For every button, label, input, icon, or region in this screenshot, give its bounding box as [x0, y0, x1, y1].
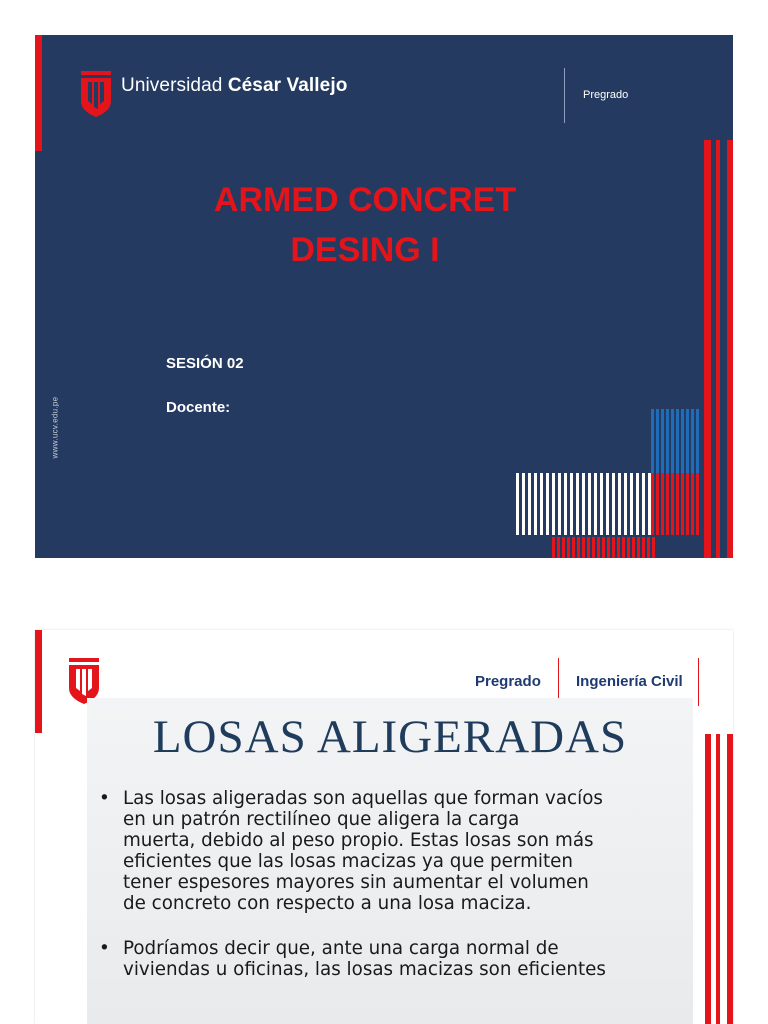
right-red-bar [727, 734, 733, 1024]
program-label: Pregrado [475, 673, 541, 690]
right-red-bar [704, 140, 711, 558]
content-heading: LOSAS ALIGERADAS [152, 711, 628, 763]
white-stripe-block [516, 473, 652, 535]
session-label: SESIÓN 02 [166, 355, 244, 372]
title-line-1: ARMED CONCRET [213, 181, 517, 219]
header-divider [564, 68, 565, 123]
bullet-text-line: viviendas u oficinas, las losas macizas son eficientes [123, 959, 606, 980]
right-red-bar [716, 734, 720, 1024]
slide-title [35, 175, 695, 275]
title-line-2: DESING I [290, 231, 440, 269]
bullet-list [99, 788, 689, 1004]
header-divider [698, 658, 699, 706]
list-item [99, 938, 689, 980]
bullet-text-line: en un patrón rectilíneo que aligera la carga [123, 809, 520, 830]
left-accent-bar [35, 35, 42, 151]
red-stripe-block [651, 473, 703, 535]
university-logo-icon [81, 71, 111, 117]
website-url: www.ucv.edu.pe [50, 396, 60, 459]
title-slide [35, 35, 733, 558]
bullet-text-line: Las losas aligeradas son aquellas que forman vacíos [123, 788, 603, 809]
bullet-icon: • [99, 938, 110, 959]
left-accent-bar [35, 630, 42, 733]
bullet-text-line: eficientes que las losas macizas ya que permiten [123, 851, 573, 872]
bullet-text-line: Podríamos decir que, ante una carga normal de [123, 938, 559, 959]
bullet-text-line: tener espesores mayores sin aumentar el volumen [123, 872, 589, 893]
list-item [99, 788, 689, 914]
embedded-slide-image [87, 698, 693, 1024]
bullet-text-line: de concreto con respecto a una losa maciza. [123, 893, 532, 914]
university-name-bold: César Vallejo [227, 75, 348, 96]
right-red-bar [705, 734, 711, 1024]
right-red-bar [716, 140, 720, 558]
program-label: Pregrado [583, 89, 629, 101]
career-label: Ingeniería Civil [576, 673, 683, 690]
bullet-icon: • [99, 788, 110, 809]
bullet-text-line: muerta, debido al peso propio. Estas losas son más [123, 830, 594, 851]
teacher-label: Docente: [166, 399, 231, 416]
content-slide [35, 630, 733, 1024]
university-name [121, 75, 347, 97]
university-name-regular: Universidad [121, 75, 228, 96]
blue-stripe-block [651, 409, 703, 473]
bottom-red-stripe-block [552, 537, 660, 558]
right-red-bar [727, 140, 733, 558]
